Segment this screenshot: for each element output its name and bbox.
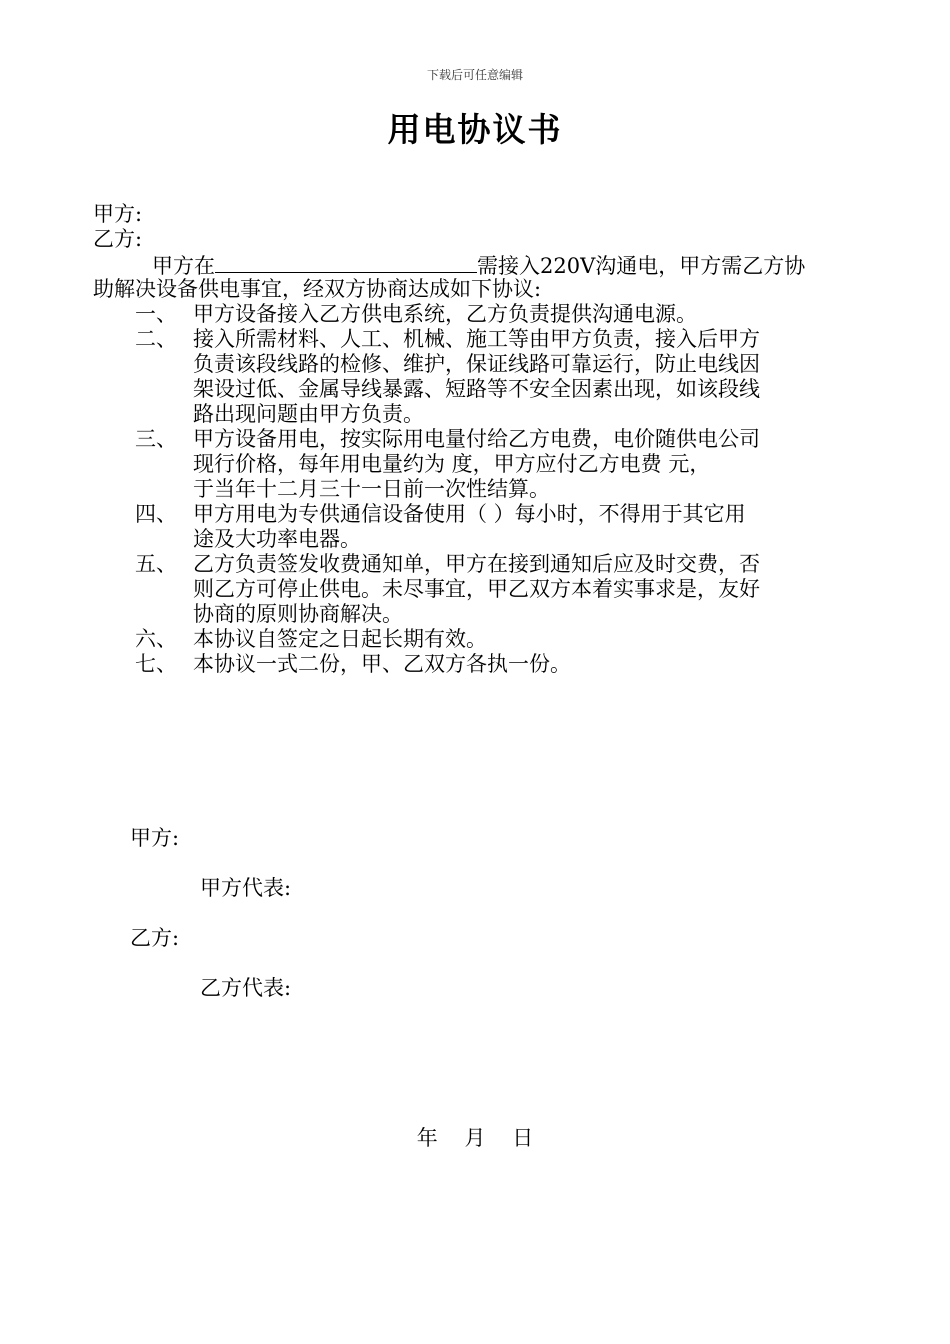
signature-party-b: 乙方: xyxy=(130,926,180,950)
clause-text-line: 则乙方可停止供电。未尽事宜，甲乙双方本着实事求是，友好 xyxy=(193,577,760,601)
intro-line-1-end: 需接入220V沟通电，甲方需乙方协 xyxy=(477,254,806,278)
intro-line-1 xyxy=(152,252,805,279)
party-b-label: 乙方: xyxy=(93,227,143,251)
clause-text-line: 路出现问题由甲方负责。 xyxy=(193,402,424,426)
signature-party-b-rep: 乙方代表: xyxy=(200,976,292,1000)
location-blank xyxy=(215,252,477,273)
signature-party-a: 甲方: xyxy=(130,826,180,850)
clause-text-line: 本协议一式二份，甲、乙双方各执一份。 xyxy=(193,652,571,676)
clause-number: 五、 xyxy=(135,552,177,576)
clause-text-line: 架设过低、金属导线暴露、短路等不安全因素出现，如该段线 xyxy=(193,377,760,401)
clause-number: 一、 xyxy=(135,302,177,326)
clause-number: 七、 xyxy=(135,652,177,676)
clause-text-line: 现行价格，每年用电量约为 度，甲方应付乙方电费 元， xyxy=(193,452,711,476)
date-line: 年 月 日 xyxy=(416,1126,534,1150)
intro-line-2: 助解决设备供电事宜，经双方协商达成如下协议: xyxy=(93,277,542,301)
clause-text-line: 协商的原则协商解决。 xyxy=(193,602,403,626)
signature-party-a-rep: 甲方代表: xyxy=(200,876,292,900)
clause-number: 二、 xyxy=(135,327,177,351)
clause-text-line: 于当年十二月三十一日前一次性结算。 xyxy=(193,477,550,501)
intro-line-1-start: 甲方在 xyxy=(152,254,215,278)
clause-number: 三、 xyxy=(135,427,177,451)
clause-text-line: 途及大功率电器。 xyxy=(193,527,361,551)
clause-text-line: 甲方用电为专供通信设备使用（ ）每小时，不得用于其它用 xyxy=(193,502,746,526)
party-a-label: 甲方: xyxy=(93,202,143,226)
clause-text-line: 甲方设备接入乙方供电系统，乙方负责提供沟通电源。 xyxy=(193,302,697,326)
clause-number: 六、 xyxy=(135,627,177,651)
header-note: 下载后可任意编辑 xyxy=(426,68,523,82)
clause-text-line: 乙方负责签发收费通知单，甲方在接到通知后应及时交费，否 xyxy=(193,552,760,576)
document-title: 用电协议书 xyxy=(387,110,563,149)
clause-text-line: 本协议自签定之日起长期有效。 xyxy=(193,627,487,651)
clause-number: 四、 xyxy=(135,502,177,526)
clause-text-line: 接入所需材料、人工、机械、施工等由甲方负责，接入后甲方 xyxy=(193,327,760,351)
clause-text-line: 负责该段线路的检修、维护，保证线路可靠运行，防止电线因 xyxy=(193,352,760,376)
clause-text-line: 甲方设备用电，按实际用电量付给乙方电费，电价随供电公司 xyxy=(193,427,760,451)
